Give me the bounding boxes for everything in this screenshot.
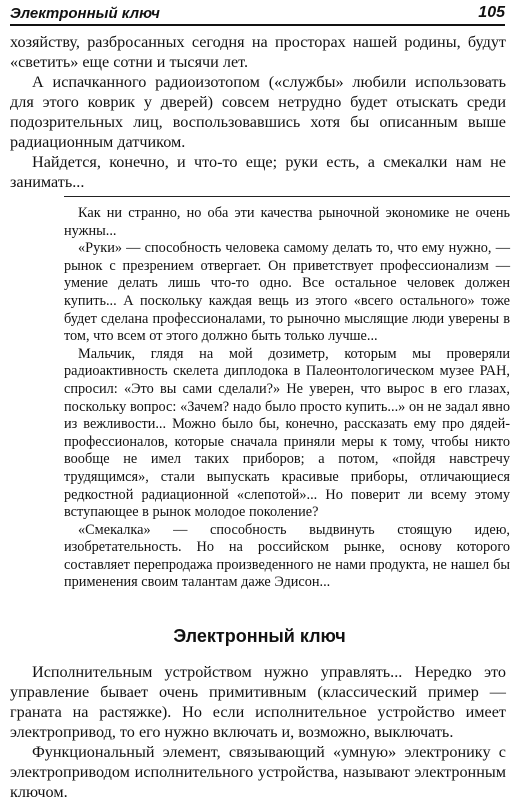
page-number: 105: [478, 4, 505, 21]
paragraph: Функциональный элемент, связывающий «умную» электронику с электроприводом исполнительного устройства, называют электронным ключом.: [10, 743, 506, 801]
sidebar-note: [64, 196, 510, 592]
paragraph: Найдется, конечно, и что-то еще; руки есть, а смекалки нам не занимать...: [10, 153, 506, 191]
sidebar-paragraph: Как ни странно, но оба эти качества рыночной экономике не очень нужны...: [64, 205, 510, 239]
bottom-text-block: [10, 662, 506, 802]
running-header: [10, 2, 505, 26]
paragraph-continued: хозяйству, разбросанных сегодня на просторах нашей родины, будут «светить» еще сотни и тысячи лет.: [10, 33, 506, 71]
top-text-block: [10, 32, 506, 192]
paragraph: А испачканного радиоизотопом («службы» любили использовать для этого коврик у дверей) совсем нетрудно будет отыскать среди подозрительных лиц, воспользовавшись хотя бы описанным выше радиационным датчиком.: [10, 73, 506, 151]
sidebar-paragraph: «Руки» — способность человека самому делать то, что ему нужно, — рынок с презрением отвергает. Он приветствует профессионализм — умение делать лишь что-то одно. Все остальное человек должен купить... А поскольку каждая вещь из этого «всего остального» тоже будет сделана профессионалами, то рыночно мыслящие люди уверены в том, что всем от этого должно быть только лучше...: [64, 240, 510, 345]
paragraph: Исполнительным устройством нужно управлять... Нередко это управление бывает очень примитивным (классический пример — граната на растяжке). Но если исполнительное устройство имеет электропривод, то его нужно включать и, возможно, выключать.: [10, 663, 506, 741]
sidebar-paragraph: «Смекалка» — способность выдвинуть стоящую идею, изобретательность. Но на российском рынке, основу которого составляет перепродажа произведенного не нами продукта, не нашел бы применения своим талантам даже Эдисон...: [64, 521, 510, 591]
sidebar-paragraph: Мальчик, глядя на мой дозиметр, которым мы проверяли радиоактивность скелета диплодока в Палеонтологическом музее РАН, спросил: «Это вы сами сделали?» Не уверен, что вырос в его глазах, поскольку вопрос: «Зачем? надо было просто купить...» он не задал явно из вежливости... Можно было бы, конечно, рассказать ему про дядей-профессионалов, которые сначала приняли меры к тому, чтобы никто вообще не имел таких приборов; а потом, «пойдя навстречу трудящимся», стали выпускать красивые приборы, отличающиеся редкостной радиационной «слепотой»... Но поверит ли всему этому вступающее в рынок молодое поколение?: [64, 345, 510, 521]
section-heading: Электронный ключ: [173, 626, 346, 646]
running-title: Электронный ключ: [10, 5, 160, 22]
